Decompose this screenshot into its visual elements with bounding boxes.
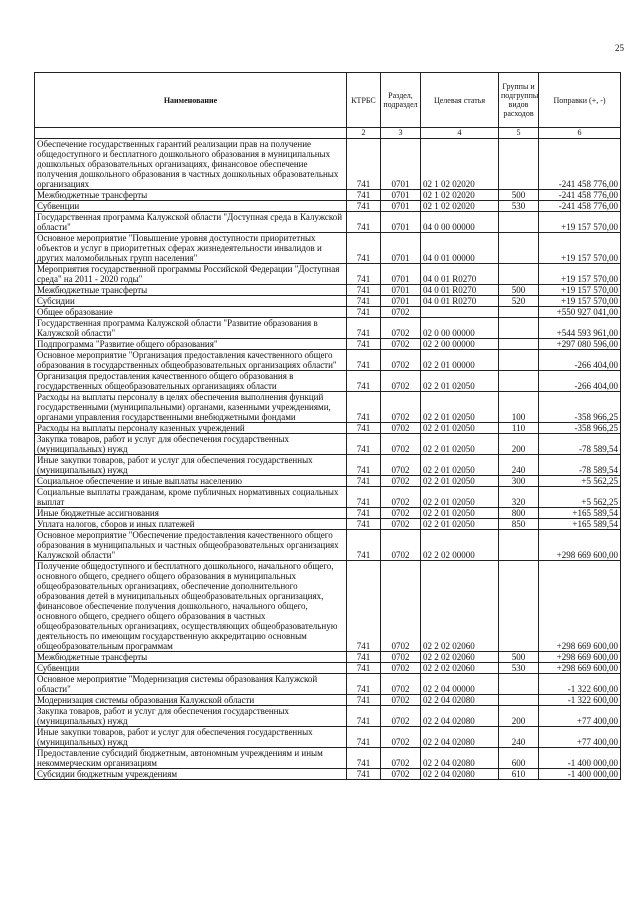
row-group: 110 xyxy=(499,423,539,434)
budget-amendments-table xyxy=(34,72,621,780)
row-target: 02 2 01 00000 xyxy=(421,350,499,371)
row-target: 04 0 00 00000 xyxy=(421,212,499,233)
row-ktrs: 741 xyxy=(347,318,381,339)
row-section: 0702 xyxy=(381,339,421,350)
row-amount: +298 669 600,00 xyxy=(539,652,621,663)
row-section: 0702 xyxy=(381,706,421,727)
row-group xyxy=(499,307,539,318)
row-group xyxy=(499,339,539,350)
row-target: 02 2 02 00000 xyxy=(421,530,499,561)
row-section: 0701 xyxy=(381,139,421,190)
column-number-5: 5 xyxy=(499,128,539,139)
row-group xyxy=(499,318,539,339)
row-section: 0702 xyxy=(381,663,421,674)
row-group xyxy=(499,233,539,264)
row-group: 500 xyxy=(499,652,539,663)
page-number: 25 xyxy=(615,43,624,53)
row-amount: -266 404,00 xyxy=(539,350,621,371)
row-group: 320 xyxy=(499,487,539,508)
row-amount: -358 966,25 xyxy=(539,392,621,423)
column-number-1 xyxy=(35,128,347,139)
row-ktrs: 741 xyxy=(347,455,381,476)
row-section: 0701 xyxy=(381,285,421,296)
table-row xyxy=(35,296,621,307)
row-target: 02 1 02 02020 xyxy=(421,190,499,201)
row-name: Иные бюджетные ассигнования xyxy=(35,508,347,519)
row-section: 0702 xyxy=(381,508,421,519)
row-ktrs: 741 xyxy=(347,371,381,392)
row-name: Межбюджетные трансферты xyxy=(35,285,347,296)
row-target: 04 0 01 R0270 xyxy=(421,285,499,296)
row-target: 04 0 01 00000 xyxy=(421,233,499,264)
row-amount: +550 927 041,00 xyxy=(539,307,621,318)
row-target: 02 1 02 02020 xyxy=(421,201,499,212)
row-group xyxy=(499,264,539,285)
row-amount: +19 157 570,00 xyxy=(539,296,621,307)
row-amount: -241 458 776,00 xyxy=(539,190,621,201)
row-ktrs: 741 xyxy=(347,139,381,190)
table-row xyxy=(35,190,621,201)
row-target: 02 2 00 00000 xyxy=(421,339,499,350)
row-name: Основное мероприятие "Обеспечение предоставления качественного общего образования в муниципальных и частных общеобразовательных организациях Калужской области" xyxy=(35,530,347,561)
row-amount: -241 458 776,00 xyxy=(539,201,621,212)
row-ktrs: 741 xyxy=(347,285,381,296)
row-ktrs: 741 xyxy=(347,392,381,423)
row-group xyxy=(499,371,539,392)
row-amount: +298 669 600,00 xyxy=(539,561,621,652)
row-name: Основное мероприятие "Повышение уровня доступности приоритетных объектов и услуг в приоритетных сферах жизнедеятельности инвалидов и других маломобильных групп населения" xyxy=(35,233,347,264)
row-target: 04 0 01 R0270 xyxy=(421,264,499,285)
row-group: 200 xyxy=(499,434,539,455)
row-target: 02 2 01 02050 xyxy=(421,487,499,508)
table-row xyxy=(35,371,621,392)
table-row xyxy=(35,530,621,561)
row-group xyxy=(499,212,539,233)
row-group: 500 xyxy=(499,190,539,201)
row-group: 240 xyxy=(499,727,539,748)
row-ktrs: 741 xyxy=(347,519,381,530)
row-section: 0702 xyxy=(381,318,421,339)
row-group xyxy=(499,561,539,652)
row-ktrs: 741 xyxy=(347,652,381,663)
row-name: Субвенции xyxy=(35,201,347,212)
row-name: Основное мероприятие "Модернизация системы образования Калужской области" xyxy=(35,674,347,695)
table-row xyxy=(35,748,621,769)
table-row xyxy=(35,350,621,371)
row-section: 0702 xyxy=(381,392,421,423)
row-amount: +19 157 570,00 xyxy=(539,233,621,264)
column-number-row xyxy=(35,128,621,139)
row-target: 02 2 01 02050 xyxy=(421,519,499,530)
row-ktrs: 741 xyxy=(347,663,381,674)
row-ktrs: 741 xyxy=(347,695,381,706)
row-name: Социальное обеспечение и иные выплаты населению xyxy=(35,476,347,487)
row-ktrs: 741 xyxy=(347,434,381,455)
table-row xyxy=(35,285,621,296)
row-amount: +165 589,54 xyxy=(539,508,621,519)
column-number-2: 2 xyxy=(347,128,381,139)
table-row xyxy=(35,434,621,455)
header-groups: Группы и подгруппы видов расходов xyxy=(499,73,539,128)
row-target: 02 2 04 00000 xyxy=(421,674,499,695)
row-amount: +19 157 570,00 xyxy=(539,212,621,233)
row-target: 02 2 01 02050 xyxy=(421,508,499,519)
row-amount: +544 593 961,00 xyxy=(539,318,621,339)
row-group: 530 xyxy=(499,201,539,212)
row-section: 0702 xyxy=(381,695,421,706)
row-amount: +19 157 570,00 xyxy=(539,264,621,285)
row-ktrs: 741 xyxy=(347,727,381,748)
row-section: 0702 xyxy=(381,371,421,392)
row-target: 02 0 00 00000 xyxy=(421,318,499,339)
row-amount: +5 562,25 xyxy=(539,476,621,487)
table-row xyxy=(35,233,621,264)
row-ktrs: 741 xyxy=(347,350,381,371)
row-ktrs: 741 xyxy=(347,233,381,264)
table-row xyxy=(35,201,621,212)
row-ktrs: 741 xyxy=(347,296,381,307)
row-name: Межбюджетные трансферты xyxy=(35,652,347,663)
row-section: 0702 xyxy=(381,748,421,769)
row-name: Обеспечение государственных гарантий реализации прав на получение общедоступного и бесплатного дошкольного образования в муниципальных дошкольных образовательных организациях, финансовое обеспечение получения дошкольного образования в частных дошкольных образовательных организациях xyxy=(35,139,347,190)
row-ktrs: 741 xyxy=(347,530,381,561)
row-section: 0701 xyxy=(381,296,421,307)
row-section: 0702 xyxy=(381,674,421,695)
row-name: Государственная программа Калужской области "Развитие образования в Калужской области" xyxy=(35,318,347,339)
row-section: 0702 xyxy=(381,423,421,434)
row-group: 530 xyxy=(499,663,539,674)
row-section: 0701 xyxy=(381,212,421,233)
row-target: 02 2 04 02080 xyxy=(421,748,499,769)
row-amount: -78 589,54 xyxy=(539,455,621,476)
row-group: 200 xyxy=(499,706,539,727)
row-ktrs: 741 xyxy=(347,307,381,318)
table-row xyxy=(35,139,621,190)
header-target: Целевая статья xyxy=(421,73,499,128)
table-row xyxy=(35,212,621,233)
row-name: Расходы на выплаты персоналу в целях обеспечения выполнения функций государственными (муниципальными) органами, казенными учреждениями, органами управления государственными внебюджетными фондами xyxy=(35,392,347,423)
table-row xyxy=(35,392,621,423)
row-ktrs: 741 xyxy=(347,201,381,212)
row-ktrs: 741 xyxy=(347,264,381,285)
row-target: 02 1 02 02020 xyxy=(421,139,499,190)
row-group: 100 xyxy=(499,392,539,423)
table-row xyxy=(35,706,621,727)
row-section: 0702 xyxy=(381,561,421,652)
row-target: 04 0 01 R0270 xyxy=(421,296,499,307)
row-ktrs: 741 xyxy=(347,508,381,519)
row-name: Мероприятия государственной программы Российской Федерации "Доступная среда" на 2011 - 2020 годы" xyxy=(35,264,347,285)
row-group xyxy=(499,350,539,371)
row-amount: +77 400,00 xyxy=(539,727,621,748)
row-section: 0701 xyxy=(381,201,421,212)
row-amount: -241 458 776,00 xyxy=(539,139,621,190)
table-row xyxy=(35,674,621,695)
table-row xyxy=(35,476,621,487)
column-number-6: 6 xyxy=(539,128,621,139)
row-amount: +297 080 596,00 xyxy=(539,339,621,350)
row-name: Иные закупки товаров, работ и услуг для обеспечения государственных (муниципальных) нужд xyxy=(35,727,347,748)
row-name: Модернизация системы образования Калужской области xyxy=(35,695,347,706)
table-row xyxy=(35,455,621,476)
row-ktrs: 741 xyxy=(347,561,381,652)
row-amount: -1 400 000,00 xyxy=(539,748,621,769)
row-group xyxy=(499,139,539,190)
row-group: 800 xyxy=(499,508,539,519)
row-target xyxy=(421,307,499,318)
row-name: Общее образование xyxy=(35,307,347,318)
row-name: Иные закупки товаров, работ и услуг для обеспечения государственных (муниципальных) нужд xyxy=(35,455,347,476)
header-section: Раздел, подраздел xyxy=(381,73,421,128)
row-group: 600 xyxy=(499,748,539,769)
table-row xyxy=(35,769,621,780)
row-amount: +5 562,25 xyxy=(539,487,621,508)
header-amend: Поправки (+, -) xyxy=(539,73,621,128)
row-section: 0701 xyxy=(381,264,421,285)
table-row xyxy=(35,339,621,350)
row-amount: +77 400,00 xyxy=(539,706,621,727)
row-amount: +19 157 570,00 xyxy=(539,285,621,296)
table-row xyxy=(35,318,621,339)
row-group: 240 xyxy=(499,455,539,476)
row-ktrs: 741 xyxy=(347,339,381,350)
row-target: 02 2 01 02050 xyxy=(421,371,499,392)
row-group: 850 xyxy=(499,519,539,530)
row-amount: +298 669 600,00 xyxy=(539,530,621,561)
row-target: 02 2 02 02060 xyxy=(421,663,499,674)
table-row xyxy=(35,307,621,318)
column-number-4: 4 xyxy=(421,128,499,139)
table-row xyxy=(35,264,621,285)
row-target: 02 2 04 02080 xyxy=(421,727,499,748)
row-group: 500 xyxy=(499,285,539,296)
row-name: Субсидии бюджетным учреждениям xyxy=(35,769,347,780)
row-section: 0702 xyxy=(381,434,421,455)
row-name: Закупка товаров, работ и услуг для обеспечения государственных (муниципальных) нужд xyxy=(35,706,347,727)
row-section: 0702 xyxy=(381,519,421,530)
row-target: 02 2 01 02050 xyxy=(421,434,499,455)
row-ktrs: 741 xyxy=(347,423,381,434)
row-ktrs: 741 xyxy=(347,674,381,695)
row-target: 02 2 01 02050 xyxy=(421,455,499,476)
row-section: 0702 xyxy=(381,652,421,663)
row-group xyxy=(499,530,539,561)
table-header-row xyxy=(35,73,621,128)
row-section: 0702 xyxy=(381,727,421,748)
table-row xyxy=(35,663,621,674)
row-target: 02 2 04 02080 xyxy=(421,695,499,706)
row-amount: -1 322 600,00 xyxy=(539,674,621,695)
table-row xyxy=(35,695,621,706)
row-group: 610 xyxy=(499,769,539,780)
row-target: 02 2 04 02080 xyxy=(421,769,499,780)
row-name: Уплата налогов, сборов и иных платежей xyxy=(35,519,347,530)
row-name: Государственная программа Калужской области "Доступная среда в Калужской области" xyxy=(35,212,347,233)
row-name: Межбюджетные трансферты xyxy=(35,190,347,201)
row-section: 0701 xyxy=(381,233,421,264)
row-name: Социальные выплаты гражданам, кроме публичных нормативных социальных выплат xyxy=(35,487,347,508)
row-ktrs: 741 xyxy=(347,476,381,487)
row-amount: -1 322 600,00 xyxy=(539,695,621,706)
row-target: 02 2 01 02050 xyxy=(421,476,499,487)
row-group xyxy=(499,695,539,706)
row-group: 520 xyxy=(499,296,539,307)
table-row xyxy=(35,652,621,663)
row-name: Организация предоставления качественного общего образования в государственных общеобразовательных организациях области xyxy=(35,371,347,392)
table-row xyxy=(35,519,621,530)
row-amount: -358 966,25 xyxy=(539,423,621,434)
row-group: 300 xyxy=(499,476,539,487)
row-name: Субвенции xyxy=(35,663,347,674)
row-name: Получение общедоступного и бесплатного дошкольного, начального общего, основного общего, среднего общего образования в муниципальных общеобразовательных организациях, обеспечение дополнительного образования детей в муниципальных общеобразовательных организациях, финансовое обеспечение получения дошкольного, начального общего, основного общего, среднего общего образования в частных общеобразовательных организациях, осуществляющих общеобразовательную деятельность по имеющим государственную аккредитацию основным общеобразовательным программам xyxy=(35,561,347,652)
row-ktrs: 741 xyxy=(347,748,381,769)
row-section: 0702 xyxy=(381,476,421,487)
row-ktrs: 741 xyxy=(347,706,381,727)
row-target: 02 2 04 02080 xyxy=(421,706,499,727)
row-section: 0702 xyxy=(381,307,421,318)
row-name: Подпрограмма "Развитие общего образования" xyxy=(35,339,347,350)
row-target: 02 2 02 02060 xyxy=(421,561,499,652)
row-target: 02 2 02 02060 xyxy=(421,652,499,663)
table-row xyxy=(35,508,621,519)
row-section: 0701 xyxy=(381,190,421,201)
table-row xyxy=(35,423,621,434)
header-ktrs: КТРБС xyxy=(347,73,381,128)
row-section: 0702 xyxy=(381,530,421,561)
row-section: 0702 xyxy=(381,487,421,508)
row-amount: -1 400 000,00 xyxy=(539,769,621,780)
row-ktrs: 741 xyxy=(347,487,381,508)
row-name: Субсидии xyxy=(35,296,347,307)
table-row xyxy=(35,561,621,652)
row-section: 0702 xyxy=(381,769,421,780)
row-group xyxy=(499,674,539,695)
row-amount: +298 669 600,00 xyxy=(539,663,621,674)
row-section: 0702 xyxy=(381,350,421,371)
row-ktrs: 741 xyxy=(347,212,381,233)
row-name: Основное мероприятие "Организация предоставления качественного общего образования в государственных общеобразовательных организациях области" xyxy=(35,350,347,371)
table-row xyxy=(35,487,621,508)
table-row xyxy=(35,727,621,748)
row-target: 02 2 01 02050 xyxy=(421,392,499,423)
column-number-3: 3 xyxy=(381,128,421,139)
row-section: 0702 xyxy=(381,455,421,476)
header-name: Наименование xyxy=(35,73,347,128)
row-amount: -266 404,00 xyxy=(539,371,621,392)
row-name: Закупка товаров, работ и услуг для обеспечения государственных (муниципальных) нужд xyxy=(35,434,347,455)
row-target: 02 2 01 02050 xyxy=(421,423,499,434)
row-name: Расходы на выплаты персоналу казенных учреждений xyxy=(35,423,347,434)
row-ktrs: 741 xyxy=(347,190,381,201)
row-name: Предоставление субсидий бюджетным, автономным учреждениям и иным некоммерческим организациям xyxy=(35,748,347,769)
row-amount: -78 589,54 xyxy=(539,434,621,455)
row-amount: +165 589,54 xyxy=(539,519,621,530)
row-ktrs: 741 xyxy=(347,769,381,780)
